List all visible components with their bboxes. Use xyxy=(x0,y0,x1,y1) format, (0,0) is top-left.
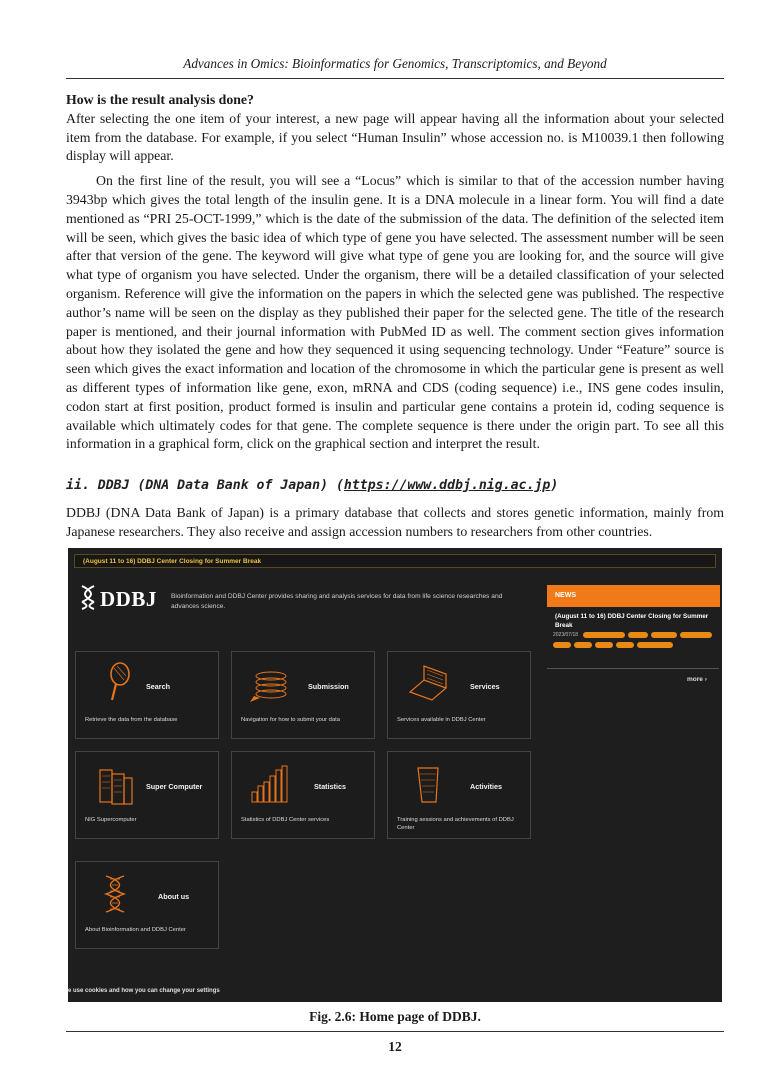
services-icon xyxy=(402,662,452,706)
paragraph-1: After selecting the one item of your interest, a new page will appear having all the information about your selected item from the database. For example, if you select “Human Insulin” whose accession no. is M10039.1 then following display will appear. xyxy=(66,110,724,164)
card-description: Navigation for how to submit your data xyxy=(241,717,340,723)
card-description: Training sessions and achievements of DDBJ Center xyxy=(397,817,514,831)
card-title: Submission xyxy=(308,682,349,691)
card-activities[interactable] xyxy=(387,751,531,839)
submission-icon xyxy=(246,662,296,706)
card-title: Search xyxy=(146,682,170,691)
header-rule xyxy=(66,78,724,79)
news-tag[interactable] xyxy=(574,642,592,648)
section-heading: How is the result analysis done? xyxy=(66,92,254,107)
news-tag[interactable] xyxy=(651,632,677,638)
ddbj-logo[interactable] xyxy=(78,584,157,615)
news-tag[interactable] xyxy=(616,642,634,648)
statistics-icon xyxy=(246,762,296,806)
paragraph-3: DDBJ (DNA Data Bank of Japan) is a primary database that collects and stores genetic information, mainly from Japanese researchers. They also receive and assign accession numbers to researchers from other countries. xyxy=(66,505,724,539)
news-tag[interactable] xyxy=(595,642,613,648)
tagline: Bioinformation and DDBJ Center provides sharing and analysis services for data from life science researches and advances science. xyxy=(171,593,503,610)
running-head: Advances in Omics: Bioinformatics for Genomics, Transcriptomics, and Beyond xyxy=(183,56,607,71)
helix-logo-icon xyxy=(78,584,98,615)
news-title-link[interactable]: (August 11 to 16) DDBJ Center Closing for Summer Break xyxy=(555,613,709,629)
more-link[interactable]: more › xyxy=(687,676,707,683)
footer-rule xyxy=(66,1031,724,1032)
card-statistics[interactable] xyxy=(231,751,375,839)
card-title: About us xyxy=(158,892,190,901)
cookie-notice[interactable]: e use cookies and how you can change your settings xyxy=(68,988,220,994)
page-number: 12 xyxy=(388,1039,402,1054)
ddbj-homepage-screenshot xyxy=(68,548,722,1002)
card-submission[interactable] xyxy=(231,651,375,739)
card-description: Statistics of DDBJ Center services xyxy=(241,817,330,823)
body-text-block xyxy=(66,91,724,454)
logo-text: DDBJ xyxy=(100,587,157,611)
closing-alert-banner[interactable]: (August 11 to 16) DDBJ Center Closing for Summer Break xyxy=(74,554,716,568)
news-tag[interactable] xyxy=(553,642,571,648)
magnifier-icon xyxy=(90,662,140,706)
card-search[interactable] xyxy=(75,651,219,739)
card-about-us[interactable] xyxy=(75,861,219,949)
news-tag[interactable] xyxy=(637,642,673,648)
card-title: Services xyxy=(470,682,500,691)
ddbj-url-link[interactable]: https://www.ddbj.nig.ac.jp xyxy=(343,478,551,493)
news-tag[interactable] xyxy=(583,632,625,638)
card-description: Retrieve the data from the database xyxy=(85,717,178,723)
news-header: NEWS xyxy=(547,585,720,607)
dna-helix-icon xyxy=(90,872,140,916)
news-tag[interactable] xyxy=(680,632,712,638)
news-panel xyxy=(547,585,720,669)
subsection-heading-suffix: ) xyxy=(550,478,559,493)
card-services[interactable] xyxy=(387,651,531,739)
card-description: About Bioinformation and DDBJ Center xyxy=(85,927,186,933)
supercomputer-icon xyxy=(90,762,140,806)
news-tags xyxy=(547,632,720,648)
card-title: Super Computer xyxy=(146,782,203,791)
subsection-heading-prefix: ii. DDBJ (DNA Data Bank of Japan) ( xyxy=(66,478,344,493)
paragraph-2: On the first line of the result, you will see a “Locus” which is similar to that of the accession number having 3943bp which gives the total length of the insulin gene. It is a DNA molecule in a linear form. You will find a date mentioned as “PRI 25-OCT-1999,” which is the date of the submission of the data. The definition of the selected item will be seen, which gives the basic idea of which type of gene you have selected. The assessment number will be seen after that version of the gene. The keyword will give what type of gene you are looking for, and the source will give what type of organism you have selected. Under the organism, there will be a detailed classification of your selected organism. Reference will give the information on the papers in which the selected gene was published. The respective author’s name will be seen on the display as they published their paper for the selected gene. The title of the research paper is mentioned, and their journal information with PubMed ID as well. The comment section gives information about how they isolated the gene and how they sequenced it using sequencing technology. Under “Feature” source is seen which gives the exact information and location of the chromosome in which the particular gene is present as well as different types of information like gene, exon, mRNA and CDS (coding sequence) i.e., INS gene codes insulin, codon start at first position, product formed is insulin and particular gene contains a protein id, coding sequence is available which ultimately codes for that gene. The complete sequence is there under the origin part. To see all this information in a graphical form, click on the graphical section and interpret the result. xyxy=(66,173,724,452)
card-description: NIG Supercomputer xyxy=(85,817,137,823)
news-date: 2023/07/18 xyxy=(553,632,579,638)
card-title: Statistics xyxy=(314,782,346,791)
activities-icon xyxy=(402,762,452,806)
news-divider xyxy=(547,668,719,669)
subsection-heading xyxy=(66,478,724,493)
news-tag[interactable] xyxy=(628,632,648,638)
intro-text-block xyxy=(66,504,724,542)
card-description: Services available in DDBJ Center xyxy=(397,717,486,723)
card-super-computer[interactable] xyxy=(75,751,219,839)
card-title: Activities xyxy=(470,782,502,791)
figure-caption: Fig. 2.6: Home page of DDBJ. xyxy=(309,1009,481,1024)
